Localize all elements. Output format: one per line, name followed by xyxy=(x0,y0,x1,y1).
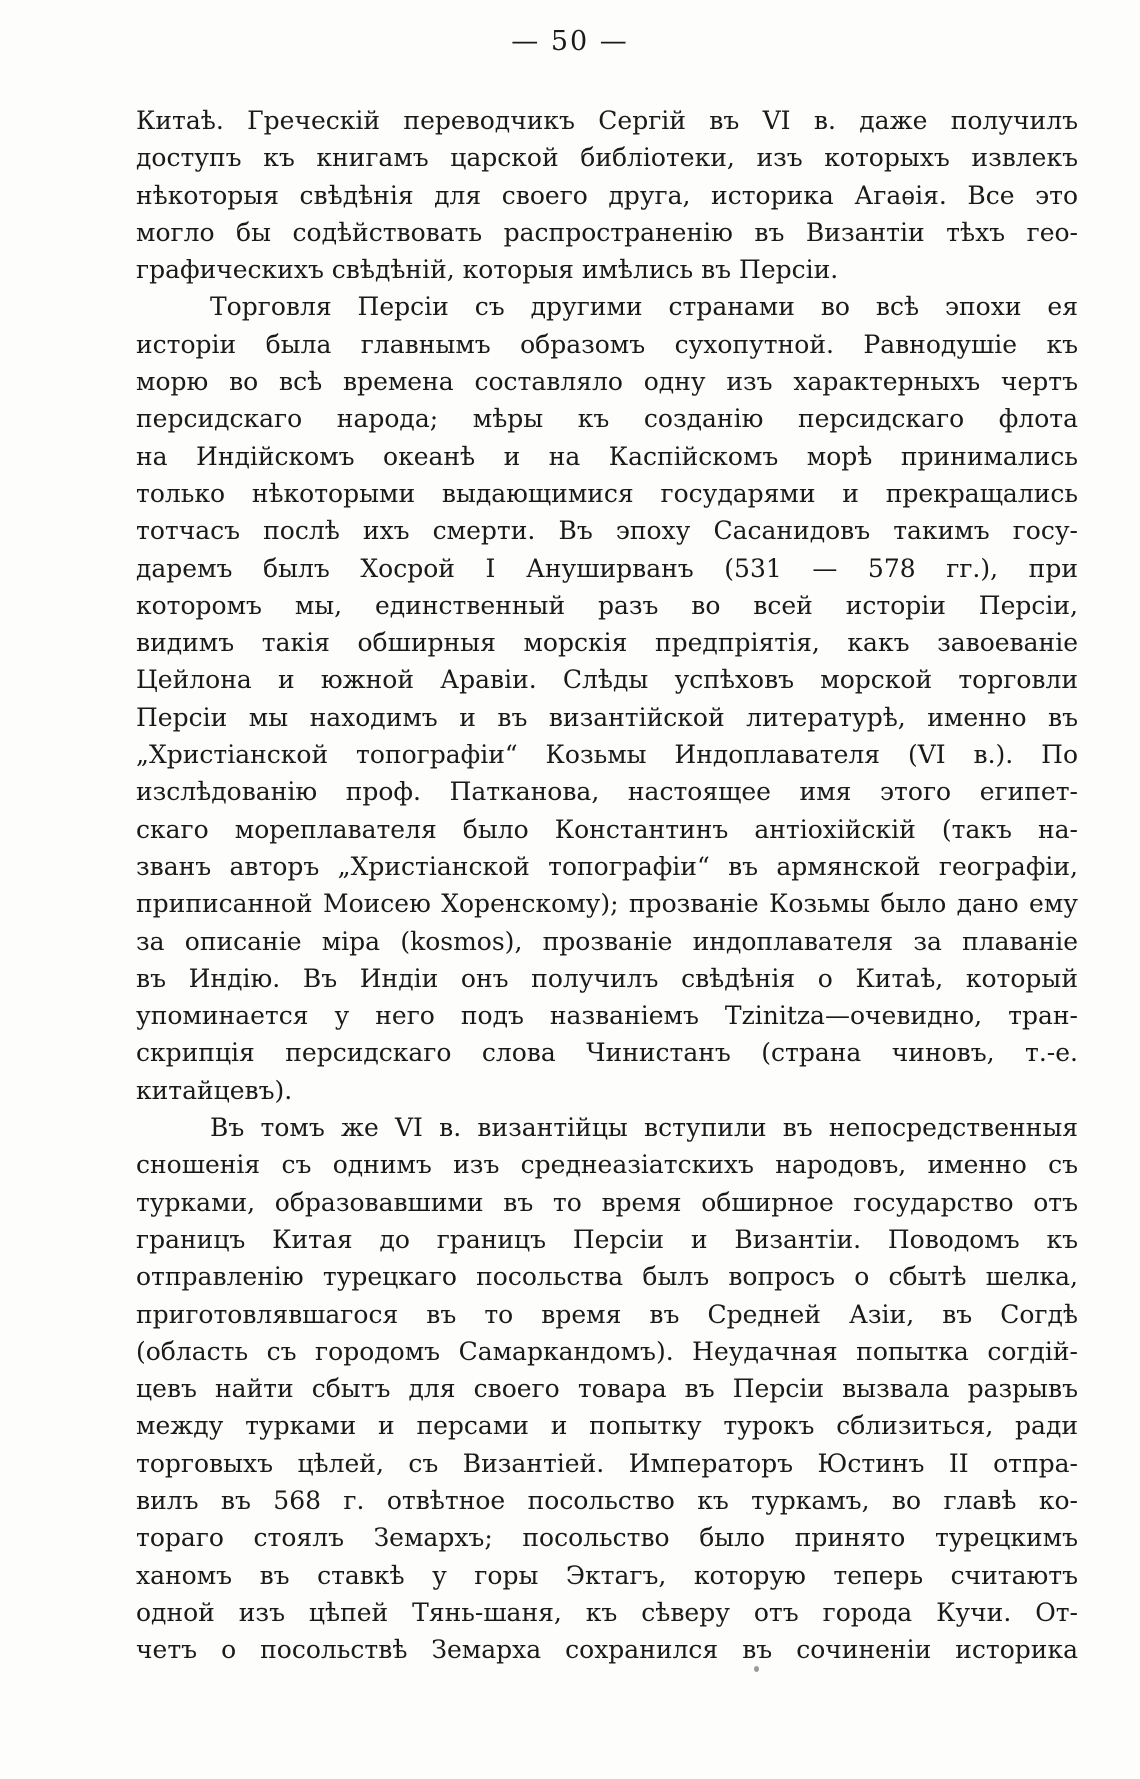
text-line: тотчасъ послѣ ихъ смерти. Въ эпоху Сасанидовъ такимъ госу- xyxy=(136,516,1078,546)
text-line: упоминается у него подъ названіемъ Tzinitza—очевидно, тран- xyxy=(136,1001,1078,1031)
page-number: — 50 — xyxy=(511,26,629,57)
text-line: могло бы содѣйствовать распространенію въ Византіи тѣхъ гео- xyxy=(136,217,1078,247)
text-line: приготовлявшагося въ то время въ Средней Азіи, въ Согдѣ xyxy=(136,1299,1078,1329)
text-line: только нѣкоторыми выдающимися государями и прекращались xyxy=(136,478,1078,508)
text-line: морю во всѣ времена составляло одну изъ характерныхъ чертъ xyxy=(136,367,1078,397)
text-line: нѣкоторыя свѣдѣнія для своего друга, историка Агаѳія. Все это xyxy=(136,180,1078,210)
text-line: торговыхъ цѣлей, съ Византіей. Императоръ Юстинъ II отпра- xyxy=(136,1448,1078,1478)
text-line: въ Индію. Въ Индіи онъ получилъ свѣдѣнія о Китаѣ, который xyxy=(136,963,1078,993)
text-line: на Индійскомъ океанѣ и на Каспійскомъ морѣ принимались xyxy=(136,441,1078,471)
text-line: видимъ такія обширныя морскія предпріятія, какъ завоеваніе xyxy=(136,628,1078,658)
text-line: скрипція персидскаго слова Чинистанъ (страна чиновъ, т.-е. xyxy=(136,1038,1078,1068)
ink-speck-mark xyxy=(754,1666,759,1672)
text-line: графическихъ свѣдѣній, которыя имѣлись въ Персіи. xyxy=(136,255,839,285)
text-line: турками, образовавшими въ то время обширное государство отъ xyxy=(136,1187,1078,1217)
text-line: границъ Китая до границъ Персіи и Византіи. Поводомъ къ xyxy=(136,1224,1078,1254)
text-line: изслѣдованію проф. Патканова, настоящее имя этого египет- xyxy=(136,777,1078,807)
text-line: Цейлона и южной Аравіи. Слѣды успѣховъ морской торговли xyxy=(136,665,1078,695)
text-line: четъ о посольствѣ Земарха сохранился въ сочиненіи историка xyxy=(136,1635,1078,1665)
text-line: званъ авторъ „Христіанской топографіи“ въ армянской географіи, xyxy=(136,851,1078,881)
paragraph-start-line: Торговля Персіи съ другими странами во всѣ эпохи ея xyxy=(210,292,1078,322)
text-line: тораго стоялъ Земархъ; посольство было принято турецкимъ xyxy=(136,1523,1078,1553)
text-line: скаго мореплавателя было Константинъ антіохійскій (такъ на- xyxy=(136,814,1078,844)
text-line: приписанной Моисею Хоренскому); прозваніе Козьмы было дано ему xyxy=(136,889,1078,919)
text-line: между турками и персами и попытку турокъ сблизиться, ради xyxy=(136,1411,1078,1441)
text-line: за описаніе міра (kosmos), прозваніе индоплавателя за плаваніе xyxy=(136,926,1078,956)
paragraph-start-line: Въ томъ же VI в. византійцы вступили въ непосредственныя xyxy=(210,1113,1078,1143)
text-line: персидскаго народа; мѣры къ созданію персидскаго флота xyxy=(136,404,1078,434)
text-line: Китаѣ. Греческій переводчикъ Сергій въ VI в. даже получилъ xyxy=(136,106,1078,135)
text-line: которомъ мы, единственный разъ во всей исторіи Персіи, xyxy=(136,590,1078,620)
text-line: Персіи мы находимъ и въ византійской литературѣ, именно въ xyxy=(136,702,1078,732)
text-line: даремъ былъ Хосрой I Ануширванъ (531 — 578 гг.), при xyxy=(136,553,1078,583)
text-line: китайцевъ). xyxy=(136,1075,293,1105)
text-line: цевъ найти сбытъ для своего товара въ Персіи вызвала разрывъ xyxy=(136,1374,1078,1404)
text-line: сношенія съ однимъ изъ среднеазіатскихъ народовъ, именно съ xyxy=(136,1150,1078,1180)
text-line: „Христіанской топографіи“ Козьмы Индоплавателя (VI в.). По xyxy=(136,740,1078,770)
text-line: отправленію турецкаго посольства былъ вопросъ о сбытѣ шелка, xyxy=(136,1262,1078,1292)
text-line: ханомъ въ ставкѣ у горы Эктагъ, которую теперь считаютъ xyxy=(136,1560,1078,1590)
text-line: исторіи была главнымъ образомъ сухопутной. Равнодушіе къ xyxy=(136,329,1078,359)
text-line: одной изъ цѣпей Тянь-шаня, къ сѣверу отъ города Кучи. От- xyxy=(136,1597,1078,1627)
text-line: (область съ городомъ Самаркандомъ). Неудачная попытка согдій- xyxy=(136,1336,1078,1366)
text-line: доступъ къ книгамъ царской библіотеки, изъ которыхъ извлекъ xyxy=(136,143,1078,173)
text-line: вилъ въ 568 г. отвѣтное посольство къ туркамъ, во главѣ ко- xyxy=(136,1485,1078,1515)
body-text xyxy=(136,102,1078,1668)
